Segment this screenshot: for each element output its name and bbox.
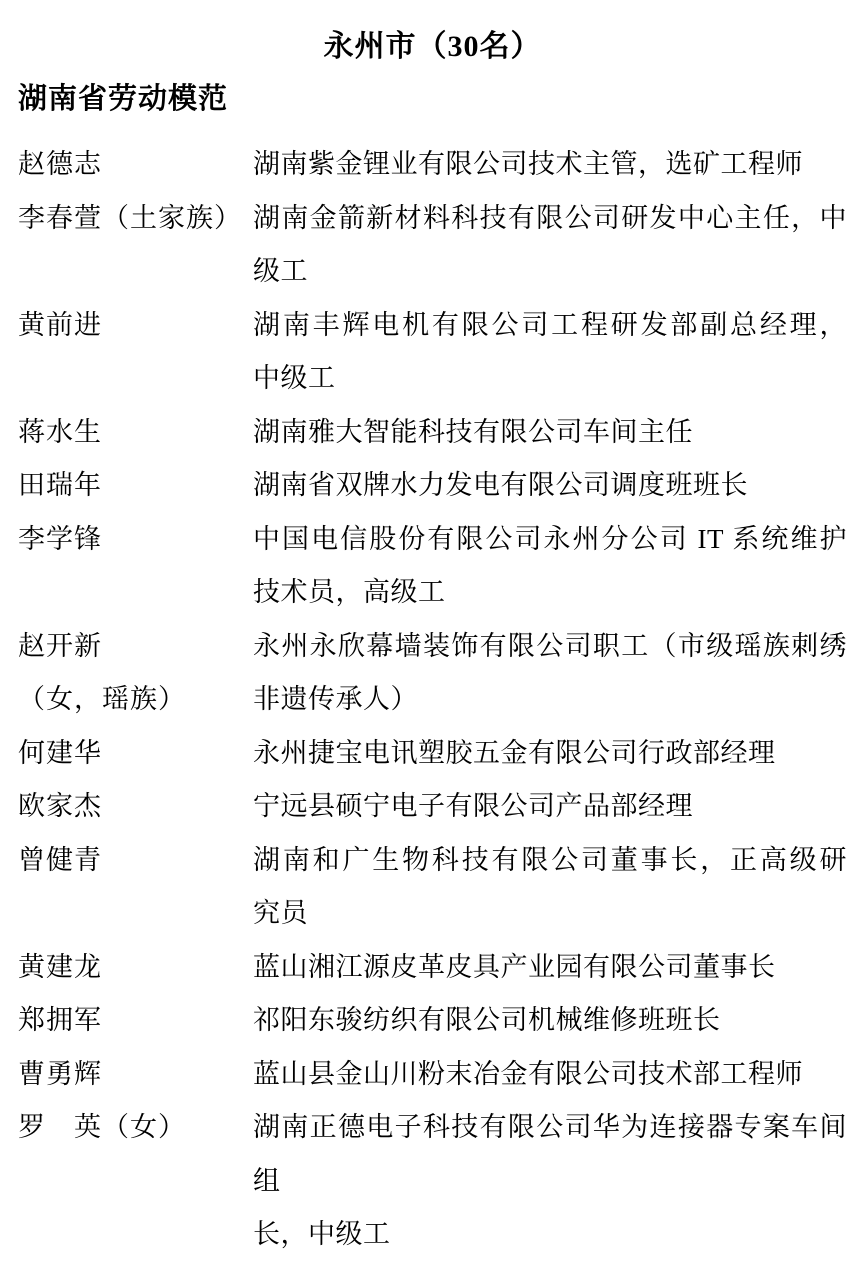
text-line: 技术员，高级工 <box>253 577 446 607</box>
entry-desc <box>253 406 847 460</box>
entry-name <box>18 406 253 460</box>
text-line: 黄建龙 <box>18 951 102 982</box>
text-line: 曹勇辉 <box>18 1058 102 1089</box>
entry-name <box>18 941 253 995</box>
entry-desc <box>253 513 847 620</box>
text-line: 湖南雅大智能科技有限公司车间主任 <box>253 416 693 447</box>
text-line: 蓝山县金山川粉末冶金有限公司技术部工程师 <box>253 1058 803 1089</box>
text-line: 曾健青 <box>18 844 102 875</box>
text-line: 湖南丰辉电机有限公司工程研发部副总经理， <box>253 309 847 340</box>
text-line: 蓝山湘江源皮革皮具产业园有限公司董事长 <box>253 951 776 982</box>
text-line: 宁远县硕宁电子有限公司产品部经理 <box>253 791 693 821</box>
entry-row <box>18 834 847 941</box>
entry-desc <box>253 459 847 513</box>
entry-name <box>18 192 253 246</box>
text-line: 田瑞年 <box>18 470 102 500</box>
entry-row <box>18 459 847 513</box>
entry-name <box>18 513 253 567</box>
text-line: 赵德志 <box>18 149 102 179</box>
text-line: 中国电信股份有限公司永州分公司 IT 系统维护 <box>253 523 847 554</box>
text-line: 何建华 <box>18 737 102 768</box>
text-line: 湖南金箭新材料科技有限公司研发中心主任，中 <box>253 202 847 233</box>
entry-name <box>18 994 253 1048</box>
entry-name <box>18 1048 253 1102</box>
entry-row <box>18 1048 847 1102</box>
text-line: 非遗传承人） <box>253 684 418 714</box>
text-line: 李学锋 <box>18 523 102 554</box>
entry-row <box>18 138 847 192</box>
text-line: 湖南和广生物科技有限公司董事长，正高级研 <box>253 844 847 875</box>
entry-name <box>18 299 253 353</box>
text-line: 永州永欣幕墙装饰有限公司职工（市级瑶族刺绣 <box>253 630 847 661</box>
entry-row <box>18 727 847 781</box>
entry-row <box>18 1101 847 1262</box>
entry-desc <box>253 192 847 299</box>
text-line: 湖南省双牌水力发电有限公司调度班班长 <box>253 470 748 500</box>
text-line: 郑拥军 <box>18 1005 102 1035</box>
text-line: 赵开新 <box>18 630 102 661</box>
entry-desc <box>253 138 847 192</box>
entry-row <box>18 780 847 834</box>
laureate-list <box>18 138 847 1262</box>
entry-desc <box>253 727 847 781</box>
entry-desc <box>253 1048 847 1102</box>
entry-row <box>18 192 847 299</box>
entry-name <box>18 780 253 834</box>
entry-name <box>18 727 253 781</box>
text-line: （女，瑶族） <box>18 684 186 714</box>
entry-name <box>18 459 253 513</box>
page-title: 永州市（30名） <box>323 30 542 63</box>
entry-name <box>18 1101 253 1155</box>
text-line: 级工 <box>253 256 308 286</box>
entry-desc <box>253 834 847 941</box>
text-line: 湖南正德电子科技有限公司华为连接器专案车间组 <box>253 1112 847 1196</box>
text-line: 欧家杰 <box>18 791 102 821</box>
text-line: 黄前进 <box>18 309 102 340</box>
entry-name <box>18 138 253 192</box>
text-line: 罗 英（女） <box>18 1112 186 1142</box>
entry-desc <box>253 941 847 995</box>
text-line: 蒋水生 <box>18 416 102 447</box>
entry-row <box>18 299 847 406</box>
text-line: 长，中级工 <box>253 1219 391 1249</box>
section-heading: 湖南省劳动模范 <box>18 83 229 115</box>
text-line: 李春萱（土家族） <box>18 202 242 233</box>
entry-desc <box>253 780 847 834</box>
entry-row <box>18 941 847 995</box>
text-line: 中级工 <box>253 363 336 393</box>
entry-name <box>18 834 253 888</box>
text-line: 湖南紫金锂业有限公司技术主管，选矿工程师 <box>253 149 803 179</box>
text-line: 究员 <box>253 898 308 928</box>
entry-desc <box>253 620 847 727</box>
entry-desc <box>253 994 847 1048</box>
entry-row <box>18 513 847 620</box>
entry-row <box>18 620 847 727</box>
entry-name <box>18 620 253 727</box>
entry-row <box>18 406 847 460</box>
entry-desc <box>253 299 847 406</box>
entry-row <box>18 994 847 1048</box>
entry-desc <box>253 1101 847 1262</box>
text-line: 祁阳东骏纺织有限公司机械维修班班长 <box>253 1005 721 1035</box>
text-line: 永州捷宝电讯塑胶五金有限公司行政部经理 <box>253 737 776 768</box>
